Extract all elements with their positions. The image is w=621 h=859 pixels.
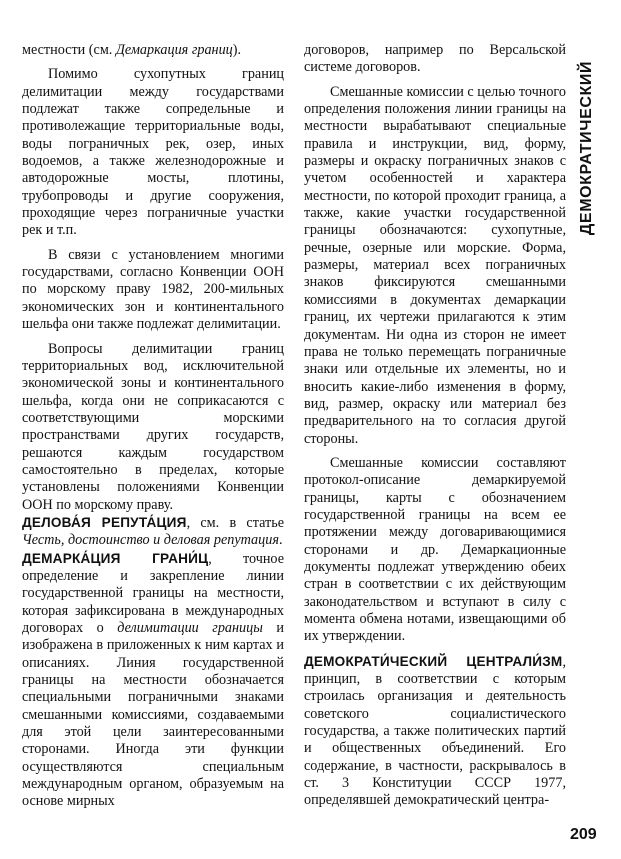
paragraph-land-borders: Помимо сухопутных границ делимитации между государствами подлежат также сопредельные и противолежащие территориальные воды, воды пограничных рек, озер, иных водоемов, а также железнодорожные и автодорожные мосты, плотины, трубопроводы и другие сооружения, проходящие через пограничные участки рек и т.п. bbox=[22, 66, 284, 239]
running-head-text: ДЕМОКРАТИЧЕСКИЙ bbox=[578, 60, 595, 235]
page-number: 209 bbox=[570, 826, 597, 843]
paragraph-continuation: местности (см. Демаркация границ). bbox=[22, 42, 242, 58]
cross-reference[interactable]: Демаркация границ bbox=[115, 42, 233, 58]
paragraph-demarcation-documents: Смешанные комиссии составляют протокол-описание демаркируемой границы, карты с обозначением государственной границы на всем ее протяжении между договаривающимися сторонами и др. Демаркационные документы подлежат утверждению обеих стран в соответствии с их действующим законодательством и вступают в силу с момента обмена нотами, извещающими об их утверждении. bbox=[304, 454, 566, 645]
cross-reference[interactable]: делимитации границы bbox=[117, 620, 263, 636]
cross-reference[interactable]: Честь, достоинство и деловая репутация bbox=[22, 532, 279, 549]
running-head bbox=[572, 40, 602, 255]
paragraph-continuation: договоров, например по Версальской системе договоров. bbox=[304, 42, 566, 76]
entry-term: ДЕМАРКА́ЦИЯ ГРАНИ́Ц bbox=[22, 550, 209, 566]
left-column bbox=[22, 42, 284, 811]
paragraph-economic-zones: В связи с установлением многими государствами, согласно Конвенции ООН по морскому праву 1982, 200-мильных экономических зон и континентального шельфа они также подлежат делимитации. bbox=[22, 246, 284, 333]
entry-border-demarcation: ДЕМАРКА́ЦИЯ ГРАНИ́Ц, точное определение и закрепление линии государственной границы на местности, которая зафиксирована в международных договорах о делимитации границы и изображена в приложенных к ним картах и описаниях. Линия государственной границы на местности обозначается специальными пограничными знаками смешанными комиссиями, создаваемыми для этой цели заинтересованными сторонами. Иногда эти функции осуществляются специальным международным органом, образуемым на основе мирных bbox=[22, 550, 284, 810]
paragraph-mixed-commissions: Смешанные комиссии с целью точного определения положения линии границы на местности вырабатывают специальные правила и инструкции, вид, форму, размеры и окраску пограничных знаков с учетом особенностей и характера местности, по которой проходит граница, а также, какие участки государственной границы обозначаются: сухопутные, речные, озерные или морские. Форма, размеры, материал всех пограничных знаков фиксируются смешанными комиссиями в документах демаркации границ, их чертежи прилагаются к этим документам. Ни одна из сторон не имеет права не только перемещать пограничные знаки или отдельные их элементы, но и вносить какие-либо изменения в форму, вид, размер, окраску или материал без предварительного на то согласия другой стороны. bbox=[304, 83, 566, 447]
entry-term: ДЕЛОВА́Я РЕПУТА́ЦИЯ bbox=[22, 514, 187, 530]
entry-term: ДЕМОКРАТИ́ЧЕСКИЙ ЦЕНТРАЛИ́ЗМ bbox=[304, 653, 563, 669]
paragraph-territorial-waters: Вопросы делимитации границ территориальных вод, исключительной экономической зоны и континентального шельфа, когда они не соприкасаются с соответствующими морскими пространствами других государств, решаются каждым государством самостоятельно в пределах, которые установлены положениями Конвенции ООН по морскому праву. bbox=[22, 340, 284, 513]
right-column bbox=[304, 42, 566, 810]
entry-democratic-centralism: ДЕМОКРАТИ́ЧЕСКИЙ ЦЕНТРАЛИ́ЗМ, принцип, в соответствии с которым строилась организация и деятельность советского социалистического государства, а также политических партий и общественных объединений. Его содержание, в частности, раскрывалось в ст. 3 Конституции СССР 1977, определявшей демократический центра- bbox=[304, 653, 566, 809]
entry-business-reputation: ДЕЛОВА́Я РЕПУТА́ЦИЯ, см. в статье Честь, достоинство и деловая репутация. bbox=[22, 514, 284, 549]
